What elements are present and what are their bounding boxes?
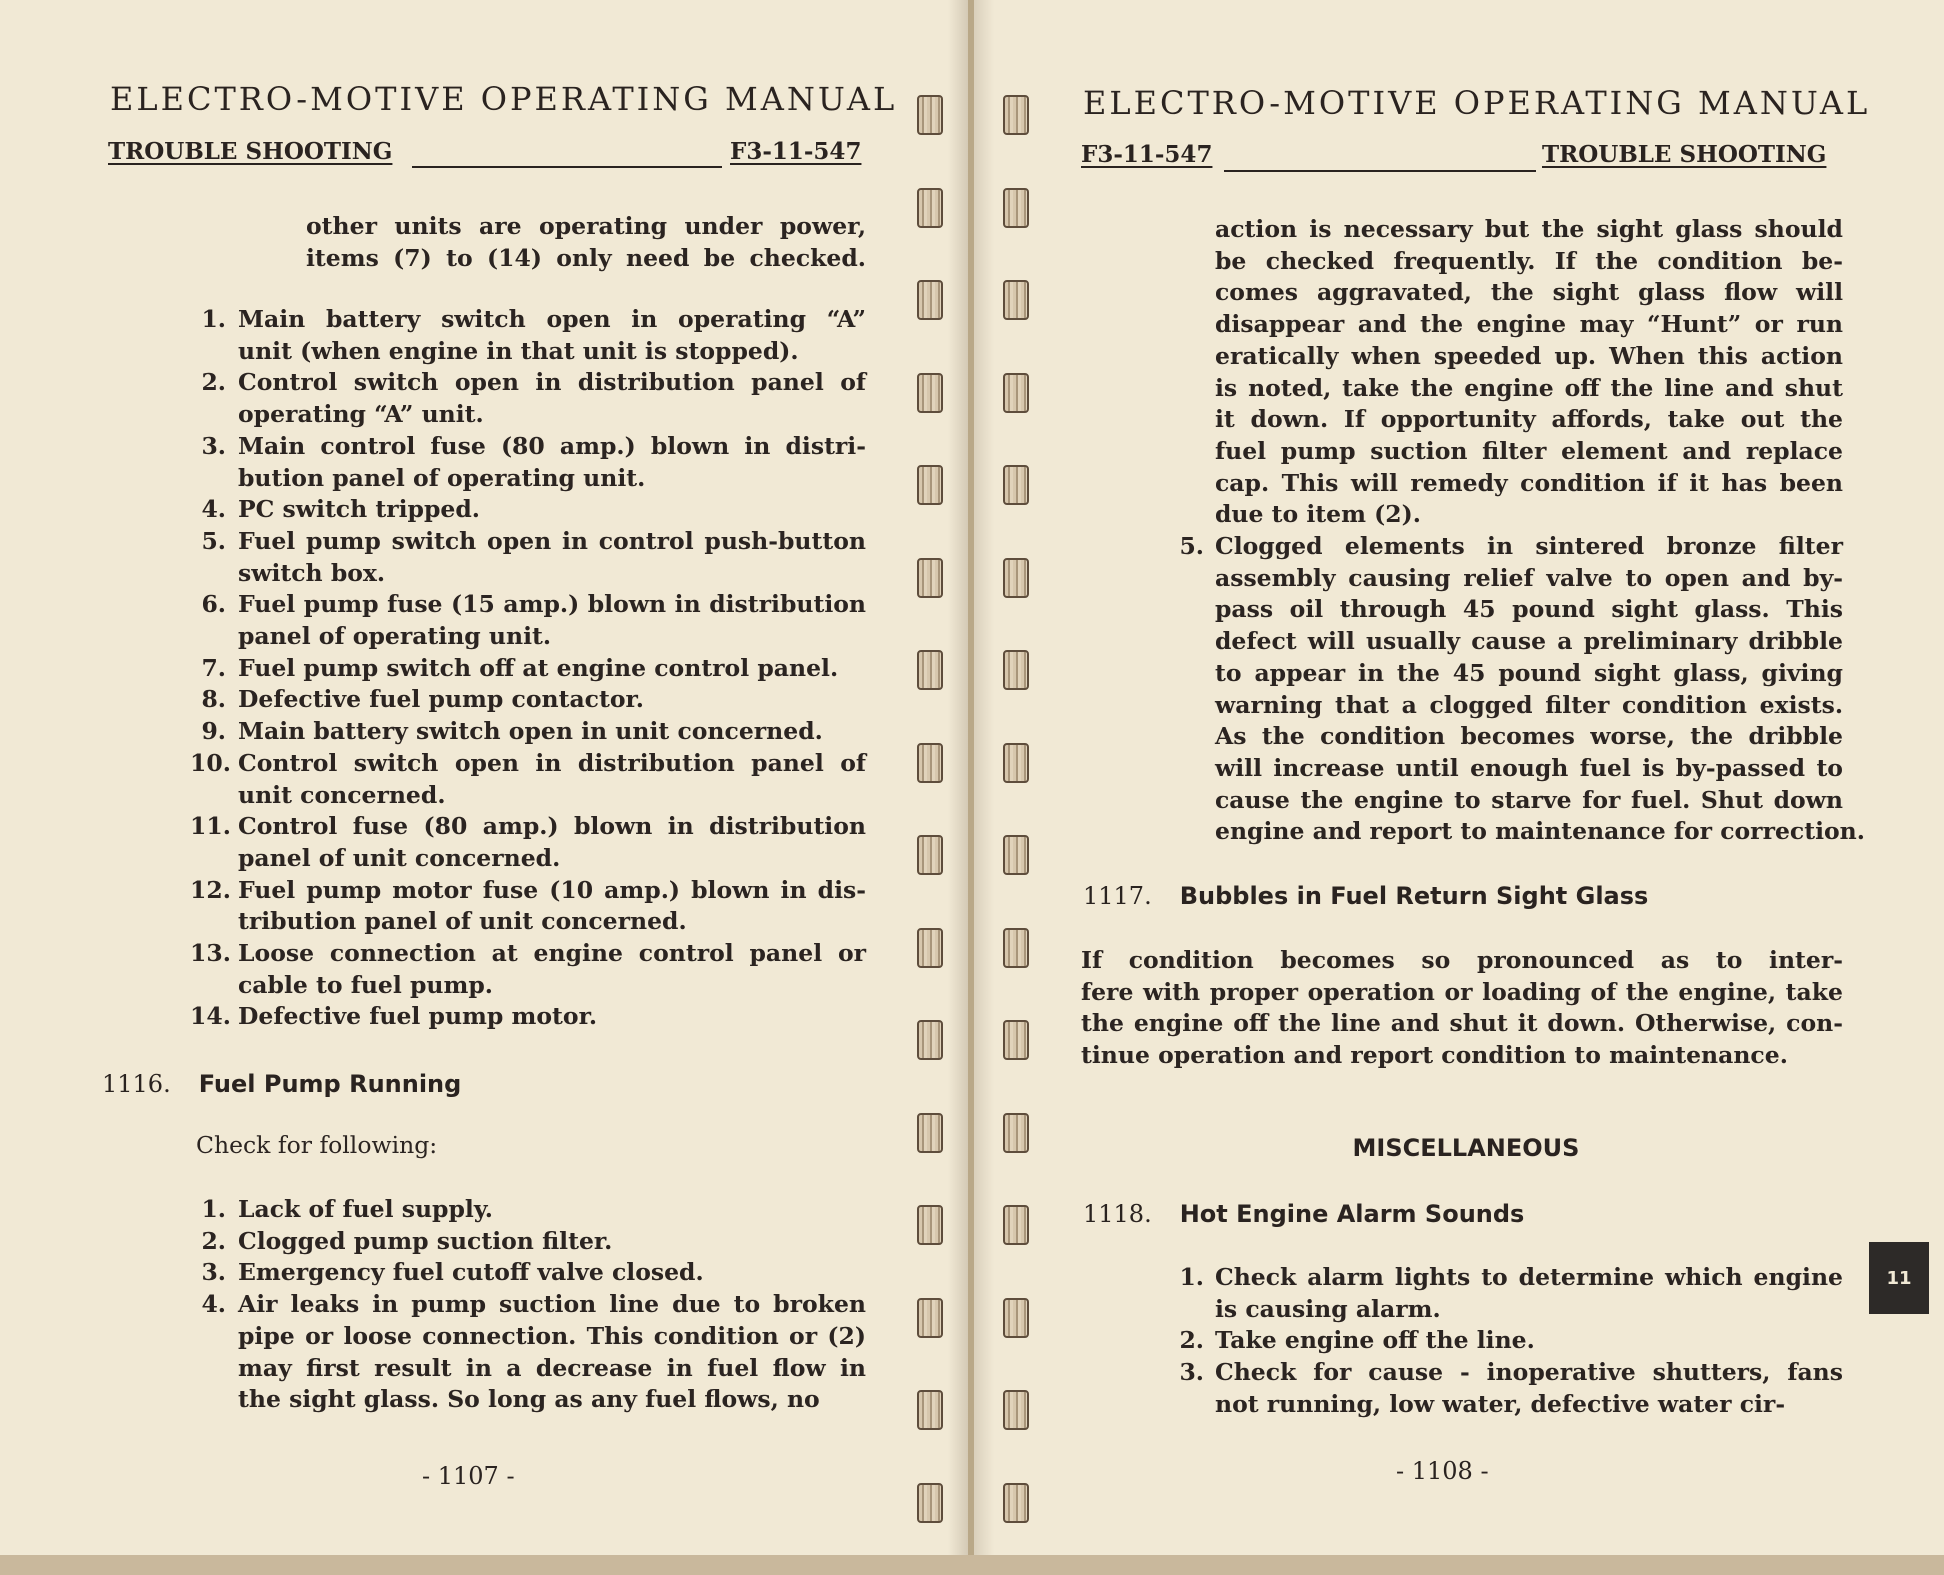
list-item-line: operating “A” unit. <box>238 400 484 429</box>
list-item-line: tribution panel of unit concerned. <box>238 907 687 936</box>
list-item-line: cable to fuel pump. <box>238 970 493 999</box>
list-item-number: 5. <box>201 526 226 555</box>
list-item-line: Check alarm lights to determine which engine <box>1215 1263 1843 1291</box>
list-item <box>190 589 866 652</box>
list-item-number: 5. <box>1179 532 1204 560</box>
gutter-shadow-left <box>948 0 968 1555</box>
text-line: it down. If opportunity affords, take out the <box>1215 405 1843 434</box>
text-line: cap. This will remedy condition if it has been <box>1215 468 1843 497</box>
text-line: is noted, take the engine off the line and shut <box>1215 373 1843 402</box>
right-header-title: ELECTRO-MOTIVE OPERATING MANUAL <box>1083 84 1871 122</box>
binding-holes-left <box>917 95 947 1575</box>
list-item-number: 9. <box>201 717 226 746</box>
list-item-number: 1. <box>201 1195 226 1223</box>
list-item-line: Take engine off the line. <box>1215 1326 1535 1355</box>
list-item <box>190 748 866 811</box>
list-item-line: may first result in a decrease in fuel flow in <box>238 1353 866 1382</box>
text-line: due to item (2). <box>1215 500 1421 529</box>
list-item-number: 14. <box>190 1002 231 1031</box>
section-tab[interactable]: 11 <box>1869 1242 1929 1314</box>
list-item-line: not running, low water, defective water cir- <box>1215 1389 1786 1418</box>
list-item-number: 1. <box>1179 1263 1204 1291</box>
list-item-number: 4. <box>201 495 226 524</box>
list-item-number: 6. <box>201 590 226 619</box>
text-line: action is necessary but the sight glass should <box>1215 215 1843 243</box>
binding-holes-right <box>1003 95 1033 1575</box>
section-1118-heading: 1118. Hot Engine Alarm Sounds <box>1083 1200 1525 1228</box>
check-for-following: Check for following: <box>196 1131 438 1159</box>
list-item <box>190 875 866 938</box>
list-item-line: Control switch open in distribution panel of <box>238 368 866 397</box>
list-item <box>190 1194 866 1226</box>
list-item-number: 4. <box>201 1290 226 1319</box>
list-item-line: PC switch tripped. <box>238 495 480 524</box>
list-item <box>1168 531 1865 848</box>
list-item-line: Control switch open in distribution panel of <box>238 748 866 777</box>
text-line: fuel pump suction filter element and replace <box>1215 436 1843 465</box>
text-line: the engine off the line and shut it down. Otherwise, con- <box>1081 1009 1843 1038</box>
list-item <box>190 811 866 874</box>
left-checklist-2 <box>190 1194 866 1416</box>
list-item-line: Main control fuse (80 amp.) blown in distri- <box>238 431 866 460</box>
list-item-number: 13. <box>190 939 231 968</box>
list-item-line: Fuel pump switch open in control push-button <box>238 526 866 555</box>
list-item <box>190 431 866 494</box>
list-item-line: panel of operating unit. <box>238 622 552 651</box>
list-item-line: panel of unit concerned. <box>238 843 561 872</box>
list-item <box>190 1001 866 1033</box>
right-item-5 <box>1168 531 1865 848</box>
list-item <box>190 1257 866 1289</box>
page-number-left: - 1107 - <box>422 1462 515 1490</box>
list-item <box>190 653 866 685</box>
list-item-number: 8. <box>201 685 226 714</box>
list-item-line: Air leaks in pump suction line due to broken <box>238 1290 866 1319</box>
left-header-rule <box>412 166 722 168</box>
text-line: If condition becomes so pronounced as to inter- <box>1081 946 1843 974</box>
list-item-line: will increase until enough fuel is by-passed to <box>1215 753 1843 782</box>
list-item-line: Lack of fuel supply. <box>238 1195 493 1223</box>
list-item-line: Loose connection at engine control panel or <box>238 939 866 968</box>
list-item-line: cause the engine to starve for fuel. Shut down <box>1215 785 1843 814</box>
right-header-section: TROUBLE SHOOTING <box>1542 141 1827 168</box>
text-line: disappear and the engine may “Hunt” or run <box>1215 310 1843 339</box>
list-item-line: Check for cause - inoperative shutters, fans <box>1215 1358 1843 1387</box>
list-item <box>190 367 866 430</box>
list-item <box>190 1289 866 1416</box>
list-item-line: Defective fuel pump contactor. <box>238 685 644 714</box>
list-item-line: Emergency fuel cutoff valve closed. <box>238 1258 704 1287</box>
list-item-line: pass oil through 45 pound sight glass. This <box>1215 595 1843 624</box>
list-item-line: assembly causing relief valve to open and by- <box>1215 563 1843 592</box>
list-item-line: engine and report to maintenance for correction. <box>1215 817 1865 846</box>
text-line: fere with proper operation or loading of the engine, take <box>1081 977 1843 1006</box>
list-item-line: is causing alarm. <box>1215 1294 1441 1323</box>
right-continuation <box>1215 214 1843 531</box>
left-header-model: F3-11-547 <box>730 138 862 165</box>
left-header-section: TROUBLE SHOOTING <box>108 138 393 165</box>
list-item <box>190 716 866 748</box>
list-item <box>1168 1262 1843 1325</box>
section-1117-paragraph <box>1081 945 1843 1072</box>
list-item-line: Fuel pump fuse (15 amp.) blown in distribution <box>238 590 866 619</box>
list-item-line: Fuel pump motor fuse (10 amp.) blown in dis- <box>238 875 866 904</box>
list-item-line: switch box. <box>238 558 386 587</box>
list-item-number: 3. <box>201 1258 226 1287</box>
list-item <box>1168 1325 1843 1357</box>
list-item <box>190 1226 866 1258</box>
list-item-line: unit concerned. <box>238 780 446 809</box>
list-item-number: 12. <box>190 875 231 904</box>
list-item-line: the sight glass. So long as any fuel flows, no <box>238 1385 820 1414</box>
list-item <box>190 938 866 1001</box>
right-header-model: F3-11-547 <box>1081 141 1213 168</box>
miscellaneous-heading: MISCELLANEOUS <box>1352 1134 1580 1162</box>
list-item-line: warning that a clogged filter condition exists. <box>1215 690 1843 719</box>
list-item-line: bution panel of operating unit. <box>238 463 646 492</box>
list-item-line: Defective fuel pump motor. <box>238 1002 597 1031</box>
text-line: tinue operation and report condition to maintenance. <box>1081 1041 1788 1070</box>
text-line: comes aggravated, the sight glass flow will <box>1215 278 1843 307</box>
right-checklist <box>1168 1262 1843 1421</box>
list-item-line: to appear in the 45 pound sight glass, giving <box>1215 658 1843 687</box>
list-item-number: 3. <box>201 431 226 460</box>
page-number-right: - 1108 - <box>1396 1457 1489 1485</box>
text-line: eratically when speeded up. When this action <box>1215 341 1843 370</box>
left-header-title: ELECTRO-MOTIVE OPERATING MANUAL <box>110 80 898 118</box>
list-item <box>190 304 866 367</box>
list-item-line: Clogged pump suction filter. <box>238 1226 613 1255</box>
text-line: be checked frequently. If the condition be- <box>1215 246 1843 275</box>
left-intro: other units are operating under power, items (7) to (14) only need be checked. <box>306 212 866 272</box>
list-item-line: Main battery switch open in operating “A” <box>238 305 866 333</box>
list-item-number: 3. <box>1179 1358 1204 1387</box>
list-item-number: 2. <box>201 368 226 397</box>
list-item-number: 10. <box>190 748 231 777</box>
list-item-line: pipe or loose connection. This condition or (2) <box>238 1321 866 1350</box>
list-item <box>1168 1357 1843 1420</box>
right-header-rule <box>1224 170 1536 172</box>
list-item-line: Clogged elements in sintered bronze filter <box>1215 532 1843 560</box>
list-item-number: 7. <box>201 653 226 682</box>
list-item-line: Main battery switch open in unit concerned. <box>238 717 823 746</box>
list-item-number: 1. <box>201 305 226 333</box>
section-1117-heading: 1117. Bubbles in Fuel Return Sight Glass <box>1083 882 1649 910</box>
list-item-number: 11. <box>190 812 231 841</box>
list-item-number: 2. <box>201 1226 226 1255</box>
list-item <box>190 494 866 526</box>
list-item <box>190 526 866 589</box>
section-1116-heading: 1116. Fuel Pump Running <box>102 1070 462 1098</box>
list-item-line: Control fuse (80 amp.) blown in distribution <box>238 812 866 841</box>
gutter-shadow-right <box>974 0 994 1555</box>
left-checklist <box>190 304 866 1033</box>
list-item-line: unit (when engine in that unit is stopped). <box>238 336 799 365</box>
list-item <box>190 684 866 716</box>
list-item-line: Fuel pump switch off at engine control panel. <box>238 653 839 682</box>
list-item-line: As the condition becomes worse, the dribble <box>1215 722 1843 751</box>
list-item-line: defect will usually cause a preliminary dribble <box>1215 627 1843 656</box>
list-item-number: 2. <box>1179 1326 1204 1355</box>
